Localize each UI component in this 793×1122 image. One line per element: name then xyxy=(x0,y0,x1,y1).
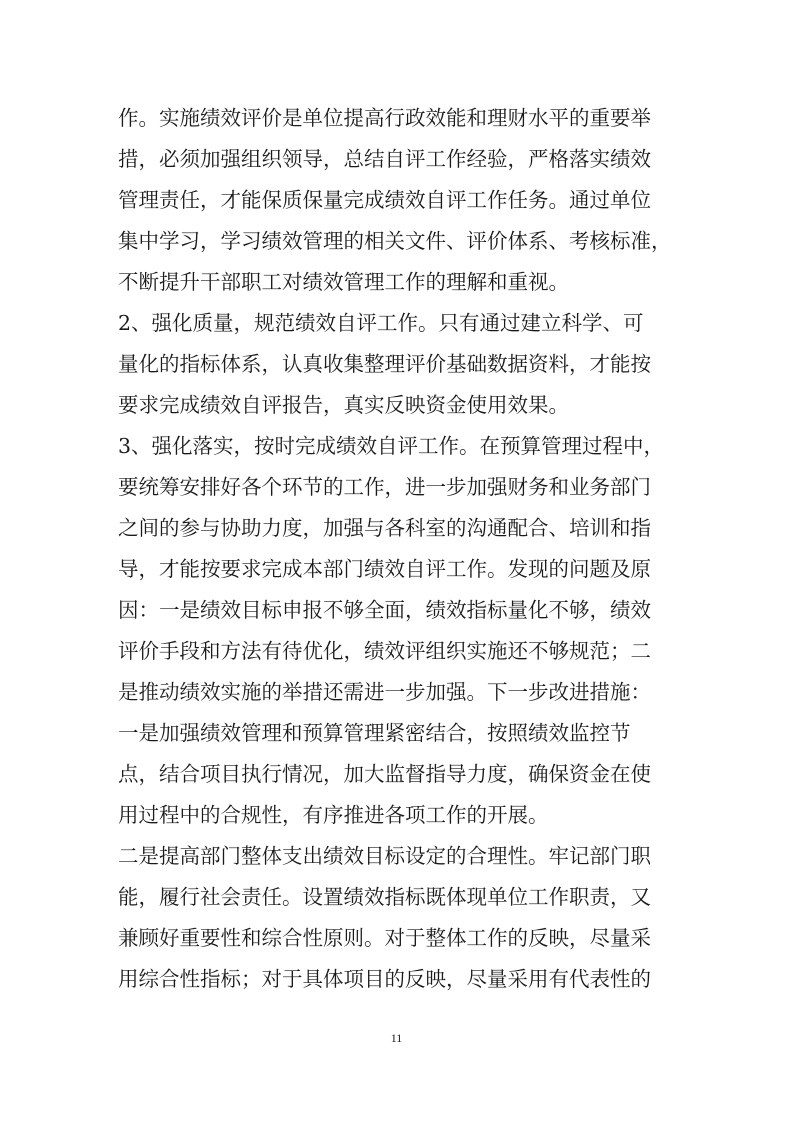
text-line: 3、强化落实，按时完成绩效自评工作。在预算管理过程中， xyxy=(118,434,665,458)
text-line: 点，结合项目执行情况，加大监督指导力度，确保资金在使 xyxy=(118,762,651,786)
text-line: 量化的指标体系，认真收集整理评价基础数据资料，才能按 xyxy=(118,352,651,376)
text-line: 要统筹安排好各个环节的工作，进一步加强财务和业务部门 xyxy=(118,475,651,499)
text-line: 一是加强绩效管理和预算管理紧密结合，按照绩效监控节 xyxy=(118,721,631,745)
text-line: 要求完成绩效自评报告，真实反映资金使用效果。 xyxy=(118,393,569,417)
text-line: 用综合性指标；对于具体项目的反映，尽量采用有代表性的 xyxy=(118,967,651,991)
text-line: 2、强化质量，规范绩效自评工作。只有通过建立科学、可 xyxy=(118,311,644,335)
text-line: 集中学习，学习绩效管理的相关文件、评价体系、考核标准， xyxy=(118,229,672,253)
text-line: 兼顾好重要性和综合性原则。对于整体工作的反映，尽量采 xyxy=(118,926,651,950)
text-line: 能，履行社会责任。设置绩效指标既体现单位工作职责，又 xyxy=(118,885,651,909)
text-line: 管理责任，才能保质保量完成绩效自评工作任务。通过单位 xyxy=(118,188,651,212)
text-line: 措，必须加强组织领导，总结自评工作经验，严格落实绩效 xyxy=(118,147,651,171)
text-line: 二是提高部门整体支出绩效目标设定的合理性。牢记部门职 xyxy=(118,844,651,868)
text-line: 因：一是绩效目标申报不够全面，绩效指标量化不够，绩效 xyxy=(118,598,651,622)
text-line: 不断提升干部职工对绩效管理工作的理解和重视。 xyxy=(118,270,569,294)
text-line: 导，才能按要求完成本部门绩效自评工作。发现的问题及原 xyxy=(118,557,651,581)
text-line: 用过程中的合规性，有序推进各项工作的开展。 xyxy=(118,803,549,827)
text-line: 之间的参与协助力度，加强与各科室的沟通配合、培训和指 xyxy=(118,516,651,540)
text-line: 是推动绩效实施的举措还需进一步加强。下一步改进措施： xyxy=(118,680,651,704)
text-line: 评价手段和方法有待优化，绩效评组织实施还不够规范；二 xyxy=(118,639,651,663)
text-line: 作。实施绩效评价是单位提高行政效能和理财水平的重要举 xyxy=(118,106,651,130)
page-number: 11 xyxy=(390,1031,403,1045)
